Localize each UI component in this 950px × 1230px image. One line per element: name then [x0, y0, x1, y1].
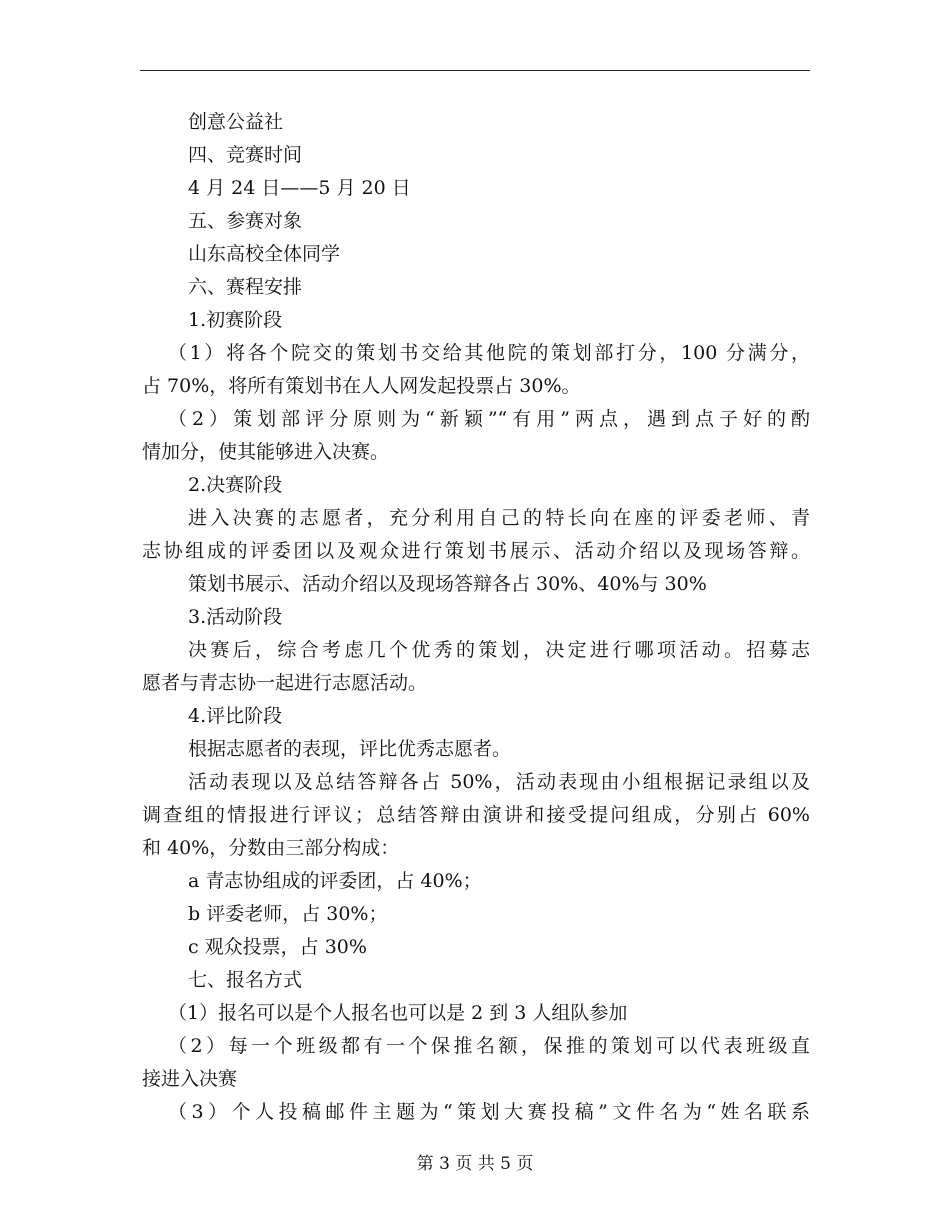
text-line: 愿者与青志协一起进行志愿活动。 [142, 672, 428, 694]
section-heading: 五、参赛对象 [188, 210, 303, 232]
text-line: （1）报名可以是个人报名也可以是 2 到 3 人组队参加 [168, 1002, 628, 1024]
text-line: 山东高校全体同学 [188, 243, 341, 265]
section-heading: 四、竞赛时间 [188, 144, 303, 166]
text-line: 策划书展示、活动介绍以及现场答辩各占 30%、40%与 30% [188, 573, 707, 595]
text-line: 根据志愿者的表现，评比优秀志愿者。 [188, 738, 512, 760]
page-number: 第 3 页 共 5 页 [416, 1154, 534, 1174]
text-line: 志协组成的评委团以及观众进行策划书展示、活动介绍以及现场答辩。 [142, 540, 810, 562]
text-line: 决赛后，综合考虑几个优秀的策划，决定进行哪项活动。招募志 [188, 639, 810, 661]
subsection-heading: 1.初赛阶段 [188, 309, 283, 331]
text-line: （2）每一个班级都有一个保推名额，保推的策划可以代表班级直 [168, 1035, 810, 1057]
subsection-heading: 3.活动阶段 [188, 606, 283, 628]
list-item: a 青志协组成的评委团，占 40%； [188, 870, 482, 892]
text-line: （1）将各个院交的策划书交给其他院的策划部打分，100 分满分， [168, 342, 810, 364]
text-line: 创意公益社 [188, 111, 284, 133]
subsection-heading: 4.评比阶段 [188, 705, 283, 727]
text-line: 接进入决赛 [142, 1068, 238, 1090]
text-line: 占 70%，将所有策划书在人人网发起投票占 30%。 [142, 375, 581, 397]
section-heading: 七、报名方式 [188, 969, 303, 991]
section-heading: 六、赛程安排 [188, 276, 303, 298]
text-line: 进入决赛的志愿者，充分利用自己的特长向在座的评委老师、青 [188, 507, 810, 529]
text-line: （3）个人投稿邮件主题为“策划大赛投稿”文件名为“姓名联系 [168, 1101, 810, 1123]
document-body [142, 106, 810, 1129]
text-line: 和 40%，分数由三部分构成： [142, 837, 400, 859]
text-line: 情加分，使其能够进入决赛。 [142, 441, 390, 463]
header-rule [140, 70, 810, 71]
text-line: 调查组的情报进行评议；总结答辩由演讲和接受提问组成，分别占 60% [142, 804, 810, 826]
text-line: （2）策划部评分原则为“新颖”“有用”两点，遇到点子好的酌 [168, 408, 810, 430]
text-line: 活动表现以及总结答辩各占 50%，活动表现由小组根据记录组以及 [188, 771, 810, 793]
subsection-heading: 2.决赛阶段 [188, 474, 283, 496]
text-line: 4 月 24 日——5 月 20 日 [188, 177, 411, 199]
list-item: c 观众投票，占 30% [188, 936, 367, 958]
list-item: b 评委老师，占 30%； [188, 903, 388, 925]
